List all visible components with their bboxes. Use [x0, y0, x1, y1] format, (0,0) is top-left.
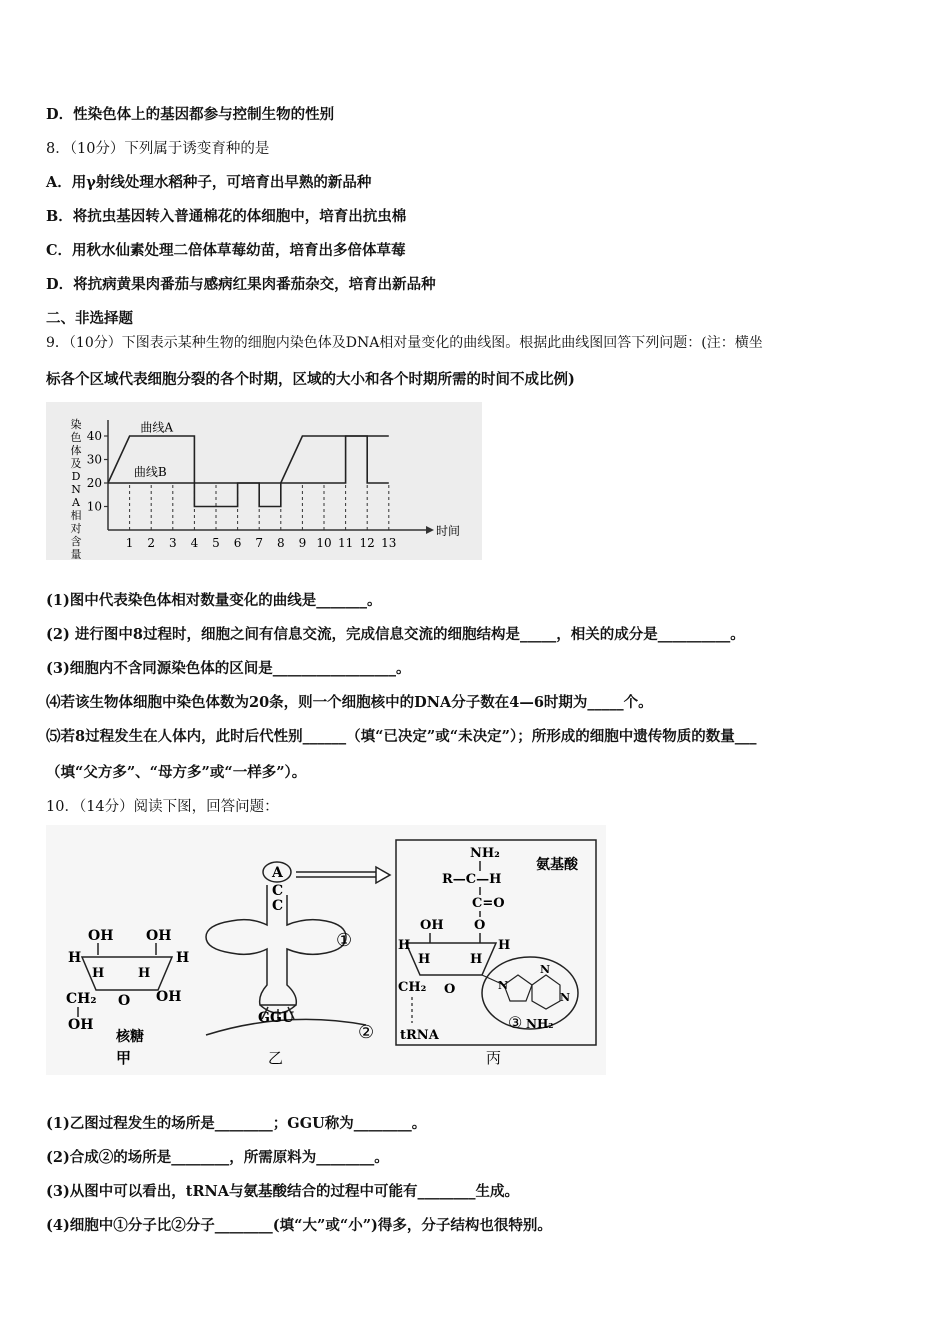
- svg-text:H: H: [418, 952, 431, 967]
- caption-yi: 乙: [268, 1049, 284, 1067]
- x-tick-label: 3: [168, 536, 177, 550]
- q8-option-c: C．用秋水仙素处理二倍体草莓幼苗，培育出多倍体草莓: [46, 242, 406, 259]
- ylabel-char: D: [71, 470, 81, 483]
- q10-sub-q1: (1)乙图过程发生的场所是________；GGU称为________。: [46, 1115, 427, 1132]
- svg-text:H: H: [398, 938, 411, 953]
- ribose-label: 核糖: [116, 1029, 144, 1045]
- q7-option-d: D．性染色体上的基因都参与控制生物的性别: [46, 106, 335, 123]
- svg-text:CH₂: CH₂: [398, 980, 427, 995]
- ylabel-char: A: [72, 496, 80, 509]
- q8-option-d: D．将抗病黄果肉番茄与感病红果肉番茄杂交，培育出新品种: [46, 276, 436, 293]
- ylabel-char: N: [71, 483, 81, 496]
- svg-text:H: H: [470, 952, 483, 967]
- x-tick-label: 9: [298, 536, 307, 550]
- q8-stem: 8．（10分）下列属于诱变育种的是: [46, 141, 270, 157]
- svg-text:OH: OH: [68, 1017, 94, 1033]
- y-tick-label: 40: [86, 429, 102, 443]
- q8-option-a: A．用γ射线处理水稻种子，可培育出早熟的新品种: [46, 174, 372, 191]
- svg-text:OH: OH: [88, 928, 114, 944]
- svg-text:A: A: [272, 865, 283, 881]
- svg-text:O: O: [118, 993, 131, 1009]
- x-tick-label: 6: [233, 536, 242, 550]
- y-tick-label: 20: [86, 476, 102, 490]
- q9-stem-line1: 9．（10分）下图表示某种生物的细胞内染色体及DNA相对量变化的曲线图。根据此曲线图回答下列问题：(注：横坐: [46, 335, 763, 351]
- ylabel-char: 含: [70, 535, 82, 548]
- svg-text:OH: OH: [146, 928, 172, 944]
- svg-text:OH: OH: [420, 918, 444, 933]
- svg-text:NH₂: NH₂: [470, 846, 500, 861]
- x-tick-label: 13: [381, 536, 397, 550]
- x-tick-label: 7: [255, 536, 264, 550]
- x-tick-label: 10: [316, 536, 332, 550]
- ylabel-char: 染: [70, 418, 82, 431]
- q10-stem: 10．（14分）阅读下图，回答问题：: [46, 799, 279, 815]
- svg-text:N: N: [498, 979, 509, 992]
- x-tick-label: 2: [147, 536, 156, 550]
- amino-acid-label: 氨基酸: [536, 857, 578, 873]
- q10-sub-q3: (3)从图中可以看出，tRNA与氨基酸结合的过程中可能有________生成。: [46, 1183, 520, 1200]
- svg-text:O: O: [474, 918, 486, 933]
- section-title: 二、非选择题: [46, 310, 133, 327]
- x-tick-label: 12: [359, 536, 375, 550]
- chart-xlabel: 时间: [436, 524, 461, 538]
- y-tick-label: 30: [86, 452, 102, 467]
- caption-bing: 丙: [486, 1049, 502, 1067]
- q9-sub-q1: (1)图中代表染色体相对数量变化的曲线是_______。: [46, 592, 382, 609]
- svg-text:H: H: [138, 966, 151, 981]
- svg-text:OH: OH: [156, 989, 182, 1005]
- svg-text:N: N: [560, 991, 571, 1004]
- q9-sub-q5-line1: ⑸若8过程发生在人体内，此时后代性别______（填“已决定”或“未决定”）；所形成的细胞中遗传物质的数量___: [46, 728, 757, 745]
- ylabel-char: 量: [70, 548, 82, 560]
- svg-text:H: H: [68, 950, 82, 966]
- svg-text:H: H: [498, 938, 511, 953]
- svg-text:O: O: [444, 982, 456, 997]
- q9-chart: [46, 402, 482, 560]
- legend-curve-b: 曲线B: [133, 464, 167, 479]
- q10-sub-q2: (2)合成②的场所是________，所需原料为________。: [46, 1149, 389, 1166]
- marker-3: ③: [508, 1013, 523, 1032]
- ylabel-char: 对: [70, 522, 82, 535]
- x-tick-label: 11: [337, 536, 354, 550]
- ylabel-char: 体: [70, 444, 82, 457]
- svg-text:H: H: [176, 950, 190, 966]
- q10-figure: [46, 825, 606, 1075]
- anticodon: GGU: [258, 1010, 295, 1026]
- svg-text:C=O: C=O: [472, 896, 505, 911]
- x-tick-label: 5: [212, 536, 220, 550]
- q9-sub-q3: (3)细胞内不含同源染色体的区间是_________________。: [46, 660, 411, 677]
- svg-text:H: H: [92, 966, 105, 981]
- x-tick-label: 8: [276, 536, 285, 550]
- q8-option-b: B．将抗虫基因转入普通棉花的体细胞中，培育出抗虫棉: [46, 208, 407, 225]
- legend-curve-a: 曲线A: [140, 420, 174, 435]
- svg-text:N: N: [540, 963, 551, 976]
- x-tick-label: 4: [190, 536, 199, 550]
- chart-ylabel: [71, 417, 82, 560]
- q9-sub-q4: ⑷若该生物体细胞中染色体数为20条，则一个细胞核中的DNA分子数在4—6时期为_____个。: [46, 694, 653, 711]
- x-tick-label: 1: [125, 536, 134, 550]
- caption-jia: 甲: [116, 1049, 132, 1067]
- svg-text:R—C—H: R—C—H: [442, 872, 502, 887]
- svg-text:NH₂: NH₂: [526, 1017, 554, 1031]
- q9-sub-q2: (2) 进行图中8过程时，细胞之间有信息交流，完成信息交流的细胞结构是_____，相关的成分是__________。: [46, 626, 745, 643]
- q10-sub-q4: (4)细胞中①分子比②分子________(填“大”或“小”)得多，分子结构也很特别。: [46, 1217, 552, 1234]
- marker-1: ①: [336, 930, 353, 951]
- ylabel-char: 相: [70, 509, 82, 522]
- q9-stem-line2: 标各个区域代表细胞分裂的各个时期，区域的大小和各个时期所需的时间不成比例): [46, 371, 575, 388]
- svg-text:CH₂: CH₂: [66, 991, 97, 1007]
- svg-text:C: C: [272, 883, 284, 899]
- ylabel-char: 及: [70, 457, 82, 470]
- ylabel-char: 色: [70, 431, 82, 444]
- trna-label: tRNA: [400, 1028, 439, 1043]
- q9-sub-q5-line2: （填“父方多”、“母方多”或“一样多”）。: [46, 764, 307, 781]
- svg-text:C: C: [272, 898, 284, 914]
- marker-2: ②: [358, 1022, 375, 1043]
- y-tick-label: 10: [86, 499, 102, 514]
